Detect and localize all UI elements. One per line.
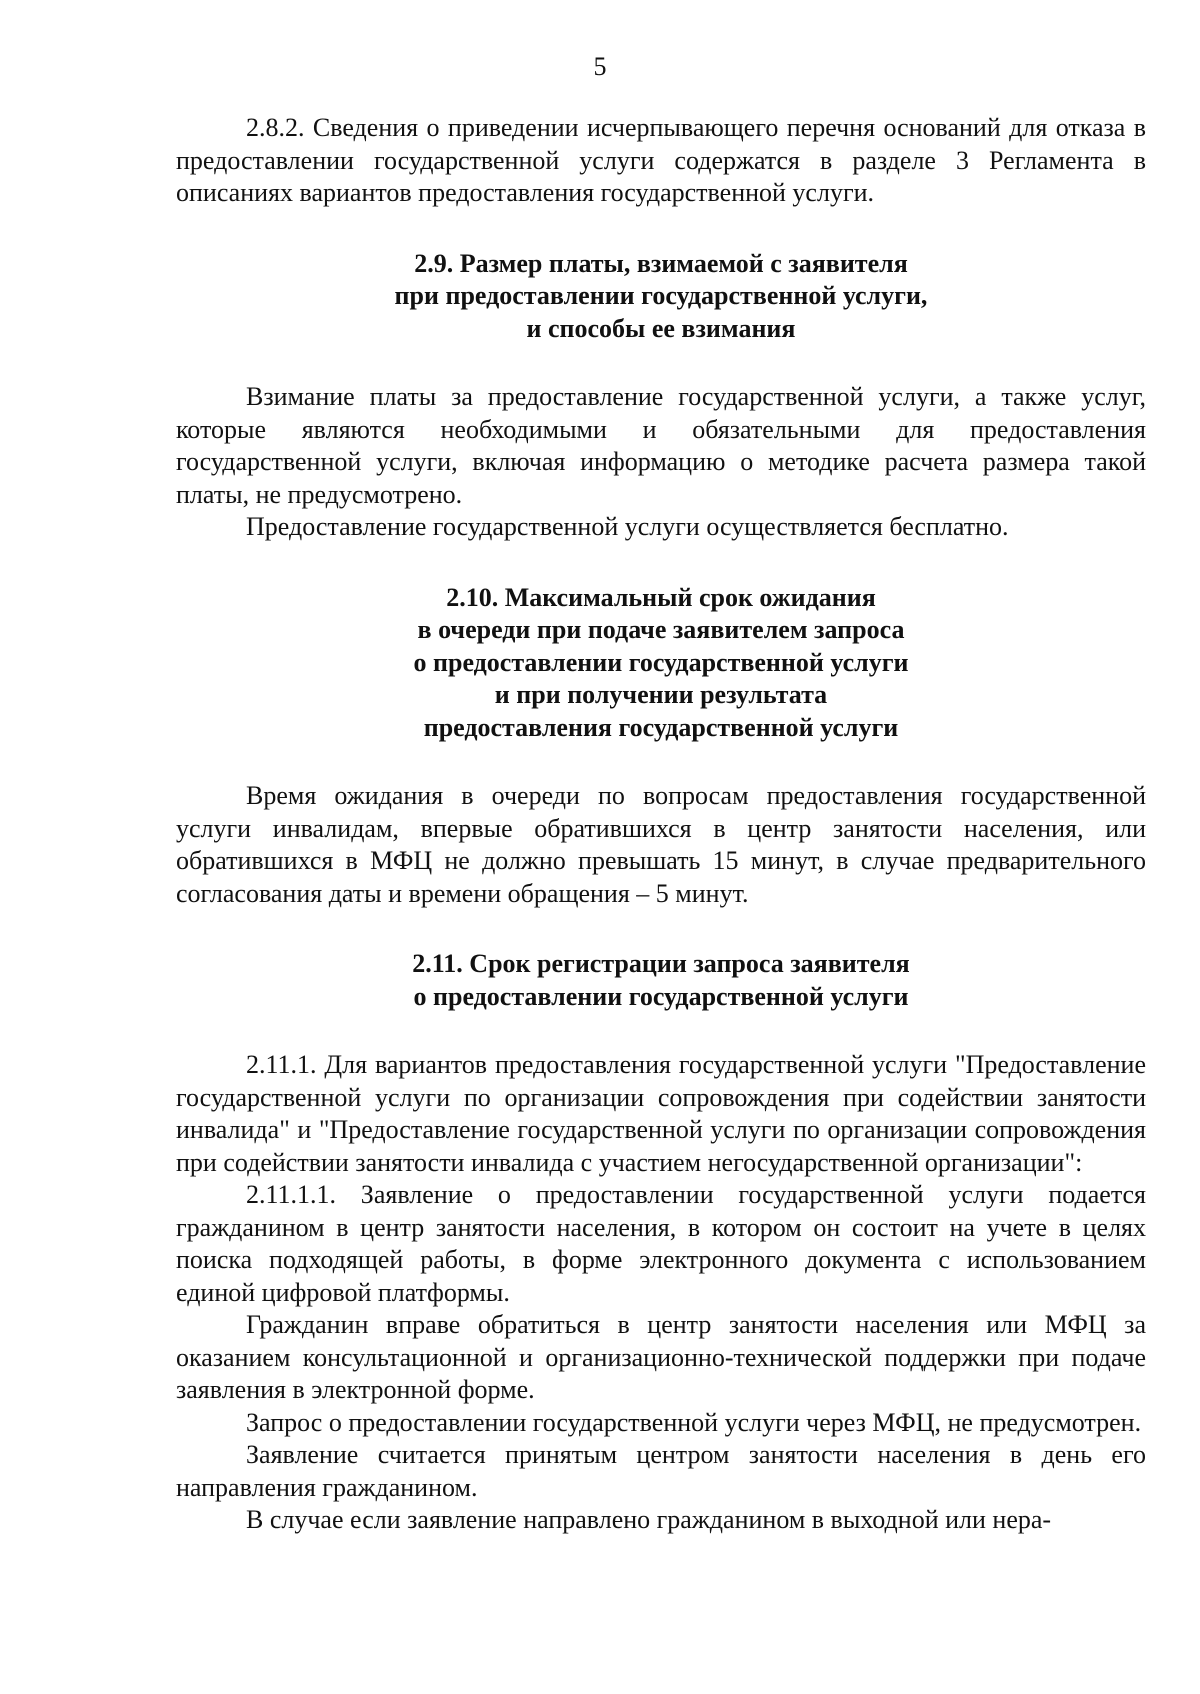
paragraph-2-11-1-1: 2.11.1.1. Заявление о предоставлении государственной услуги подается гражданином в центр занятости населения, в котором он состоит на учете в целях поиска подходящей работы, в форме электронного документа с использованием единой цифровой платформы. (176, 1180, 1146, 1307)
heading-line: о предоставлении государственной услуги (413, 981, 909, 1011)
paragraph-2-9-free: Предоставление государственной услуги осуществляется бесплатно. (246, 512, 1009, 541)
paragraph-mfc: Запрос о предоставлении государственной услуги через МФЦ, не предусмотрен. (246, 1407, 1142, 1437)
paragraph-accepted: Заявление считается принятым центром занятости населения в день его направления гражданином. (176, 1440, 1146, 1502)
heading-line: и при получении результата (494, 680, 828, 709)
heading-line: 2.10. Максимальный срок ожидания (446, 582, 876, 612)
heading-line: и способы ее взимания (526, 313, 796, 343)
page-number: 5 (593, 52, 607, 81)
paragraph-consultation: Гражданин вправе обратиться в центр занятости населения или МФЦ за оказанием консультационной и организационно-технической поддержки при подаче заявления в электронной форме. (176, 1310, 1146, 1404)
paragraph-weekend: В случае если заявление направлено гражданином в выходной или нера- (246, 1505, 1052, 1534)
heading-line: при предоставлении государственной услуги, (394, 281, 928, 310)
heading-line: 2.9. Размер платы, взимаемой с заявителя (414, 248, 908, 278)
paragraph-2-9-fee: Взимание платы за предоставление государственной услуги, а также услуг, которые являются необходимыми и обязательными для предоставления государственной услуги, включая информацию о методике расчета размера такой платы, не предусмотрено. (176, 382, 1146, 509)
heading-line: 2.11. Срок регистрации запроса заявителя (412, 949, 910, 978)
heading-line: о предоставлении государственной услуги (413, 647, 909, 677)
heading-2-11 (176, 948, 1146, 1013)
heading-2-10 (176, 582, 1146, 745)
heading-line: предоставления государственной услуги (423, 712, 899, 742)
heading-2-9 (176, 248, 1146, 346)
paragraph-2-10: Время ожидания в очереди по вопросам предоставления государственной услуги инвалидам, впервые обратившихся в центр занятости населения, или обратившихся в МФЦ не должно превышать 15 минут, в случае предварительного согласования даты и времени обращения – 5 минут. (176, 781, 1146, 908)
paragraph-2-11-1: 2.11.1. Для вариантов предоставления государственной услуги "Предоставление государственной услуги по организации сопровождения при содействии занятости инвалида" и "Предоставление государственной услуги по организации сопровождения при содействии занятости инвалида с участием негосударственной организации": (176, 1050, 1146, 1177)
paragraph-2-8-2: 2.8.2. Сведения о приведении исчерпывающего перечня оснований для отказа в предоставлении государственной услуги содержатся в разделе 3 Регламента в описаниях вариантов предоставления государственной услуги. (176, 113, 1146, 207)
heading-line: в очереди при подаче заявителем запроса (417, 615, 905, 644)
document-body (176, 112, 1146, 1537)
